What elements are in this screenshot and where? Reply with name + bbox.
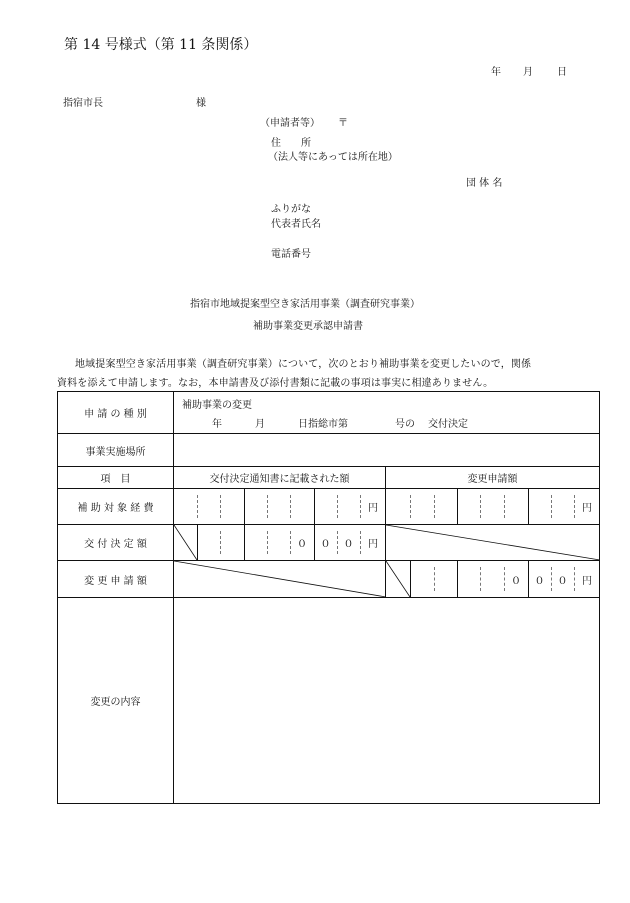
change-request-zero-1: ０ bbox=[511, 575, 521, 587]
grant-decision-slash bbox=[174, 525, 197, 560]
change-request-slash bbox=[386, 561, 410, 597]
date-day: 日 bbox=[557, 67, 567, 78]
representative-label: 代表者氏名 bbox=[271, 219, 321, 230]
addressee-name: 指宿市長 bbox=[63, 98, 103, 109]
date-year: 年 bbox=[491, 67, 501, 78]
decision-no-suffix: 号の bbox=[395, 419, 415, 430]
date-month: 月 bbox=[523, 67, 533, 78]
document-title-line1: 指宿市地域提案型空き家活用事業（調査研究事業） bbox=[190, 299, 420, 310]
change-amount-header-cell bbox=[386, 467, 600, 489]
change-request-zero-2: ０ bbox=[534, 575, 545, 587]
location-value-cell[interactable] bbox=[174, 434, 600, 467]
decision-month: 月 bbox=[255, 419, 265, 430]
applicant-label: （申請者等） bbox=[260, 118, 320, 129]
application-type-value: 補助事業の変更 bbox=[182, 400, 252, 411]
decision-day-prefix: 日指総市第 bbox=[298, 419, 348, 430]
change-content-value-cell[interactable] bbox=[174, 598, 600, 804]
change-content-label-cell bbox=[58, 598, 174, 804]
phone-label: 電話番号 bbox=[271, 249, 311, 260]
grant-decision-label: 交 付 決 定 額 bbox=[84, 539, 147, 550]
decision-label: 交付決定 bbox=[428, 419, 468, 430]
grant-decision-label-cell bbox=[58, 525, 174, 561]
change-request-change-amount[interactable] bbox=[386, 561, 600, 598]
item-header: 項 目 bbox=[100, 474, 131, 485]
body-text-line2: 資料を添えて申請します。なお，本申請書及び添付書類に記載の事項は事実に相違ありません。 bbox=[57, 378, 494, 389]
application-type-label-cell bbox=[58, 392, 174, 434]
eligible-cost-notice-amount[interactable] bbox=[174, 489, 386, 525]
notice-amount-header-cell bbox=[174, 467, 386, 489]
addressee-honorific: 様 bbox=[196, 98, 206, 109]
application-type-label: 申 請 の 種 別 bbox=[84, 409, 147, 420]
application-table bbox=[57, 391, 600, 804]
change-request-label: 変 更 申 請 額 bbox=[84, 575, 147, 587]
eligible-cost-change-yen: 円 bbox=[582, 503, 592, 514]
change-request-label-cell bbox=[58, 561, 174, 598]
change-request-yen: 円 bbox=[582, 575, 592, 587]
grant-decision-change-amount bbox=[386, 525, 600, 561]
change-content-label: 変更の内容 bbox=[90, 697, 141, 708]
body-text-line1: 地域提案型空き家活用事業（調査研究事業）について，次のとおり補助事業を変更したいので，関係 bbox=[75, 359, 532, 370]
location-label: 事業実施場所 bbox=[85, 446, 146, 458]
eligible-cost-label-cell bbox=[58, 489, 174, 525]
eligible-cost-notice-yen: 円 bbox=[368, 503, 378, 514]
notice-amount-header: 交付決定通知書に記載された額 bbox=[209, 474, 350, 485]
address-label: 住 所 bbox=[271, 138, 311, 149]
furigana-label: ふりがな bbox=[271, 204, 311, 215]
change-amount-header: 変更申請額 bbox=[467, 474, 518, 485]
grant-decision-yen: 円 bbox=[368, 539, 378, 550]
form-number: 第 14 号様式（第 11 条関係） bbox=[64, 37, 258, 53]
change-request-notice-slash bbox=[174, 561, 386, 597]
application-type-value-cell[interactable] bbox=[174, 392, 600, 434]
eligible-cost-label: 補 助 対 象 経 費 bbox=[77, 503, 154, 514]
grant-decision-zero-3: ０ bbox=[343, 539, 354, 550]
address-note: （法人等にあっては所在地） bbox=[268, 152, 398, 163]
postal-mark: 〒 bbox=[338, 118, 348, 129]
grant-decision-notice-amount[interactable] bbox=[174, 525, 386, 561]
grant-decision-zero-1: ０ bbox=[297, 539, 307, 550]
item-header-cell bbox=[58, 467, 174, 489]
eligible-cost-change-amount[interactable] bbox=[386, 489, 600, 525]
decision-year: 年 bbox=[212, 419, 222, 430]
change-request-zero-3: ０ bbox=[557, 575, 568, 587]
location-label-cell bbox=[58, 434, 174, 467]
change-request-notice-amount bbox=[174, 561, 386, 598]
grant-decision-zero-2: ０ bbox=[320, 539, 331, 550]
document-title-line2: 補助事業変更承認申請書 bbox=[253, 321, 363, 332]
grant-decision-change-slash bbox=[386, 525, 600, 560]
organization-label: 団 体 名 bbox=[466, 178, 503, 189]
